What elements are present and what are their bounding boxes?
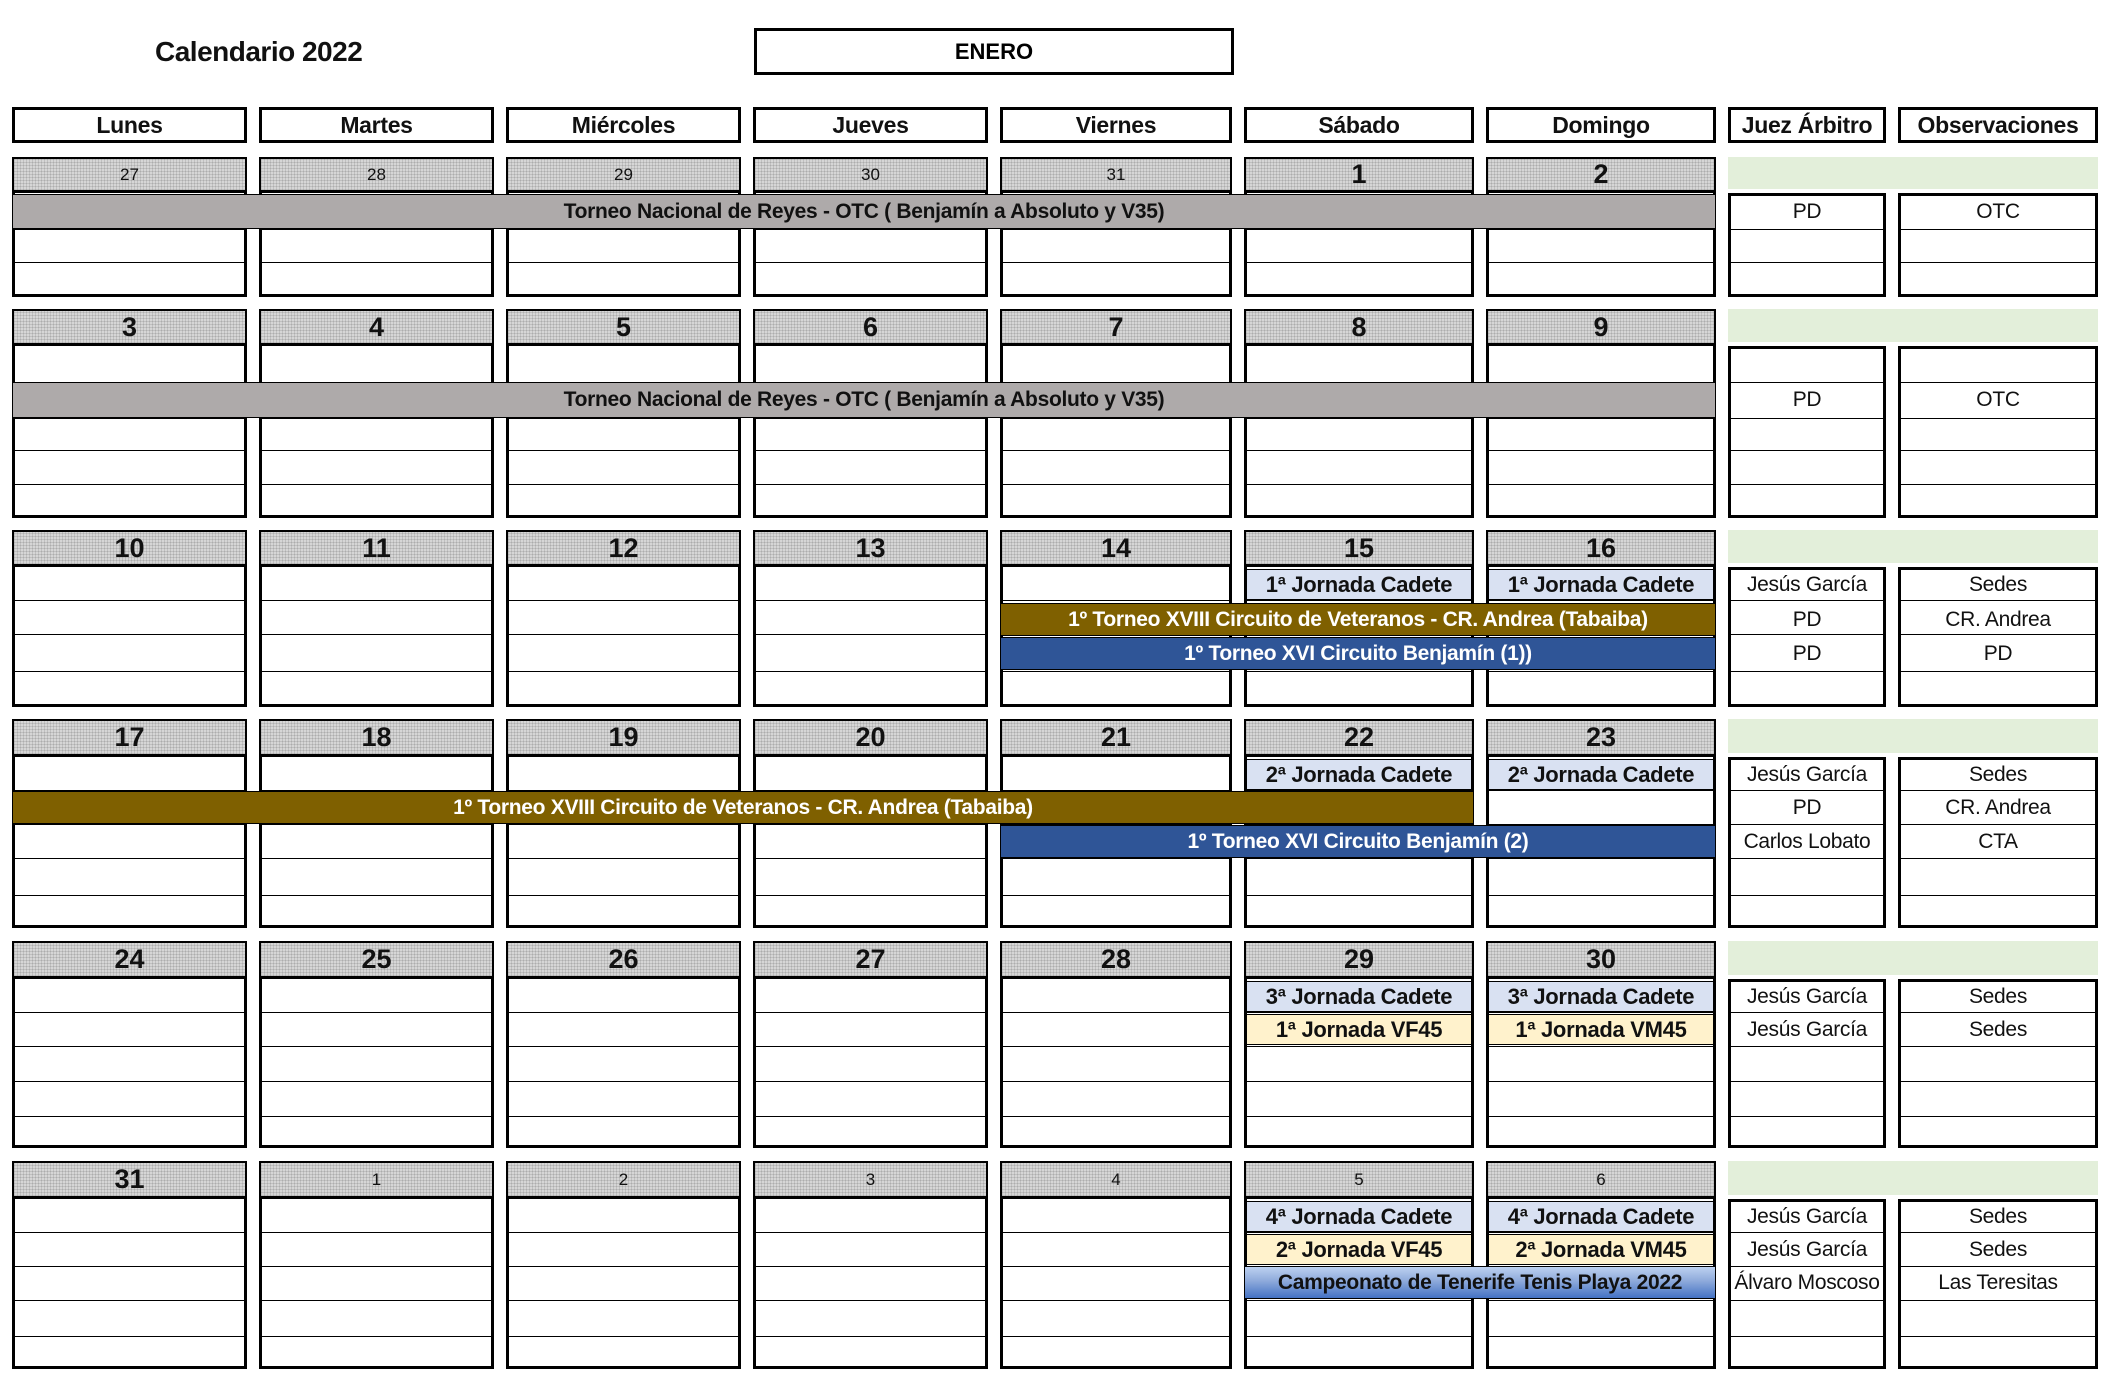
row-divider (1901, 1012, 2095, 1013)
row-divider (262, 450, 491, 451)
row-divider (509, 229, 738, 230)
row-divider (1731, 1046, 1883, 1047)
row-divider (756, 1232, 985, 1233)
row-divider (1247, 671, 1471, 672)
observation-text: Sedes (1968, 762, 2028, 786)
side-header-strip (1728, 719, 2098, 753)
row-divider (756, 418, 985, 419)
row-divider (1247, 418, 1471, 419)
row-divider (1731, 895, 1883, 896)
row-divider (1489, 671, 1713, 672)
day-number: 29 (1244, 941, 1474, 979)
row-divider (1489, 229, 1713, 230)
row-divider (1489, 1336, 1713, 1337)
side-header-strip (1728, 309, 2098, 342)
row-divider (15, 229, 244, 230)
row-divider (15, 1046, 244, 1047)
event-chip[interactable]: 2ª Jornada Cadete (1246, 759, 1472, 790)
column-header-7: Juez Árbitro (1728, 107, 1886, 143)
row-divider (1247, 484, 1471, 485)
observation-text: CR. Andrea (1945, 795, 2051, 819)
day-number: 13 (753, 530, 988, 567)
day-number: 30 (1486, 941, 1716, 979)
row-divider (1003, 1081, 1229, 1082)
row-divider (1489, 600, 1713, 601)
row-divider (1731, 1012, 1883, 1013)
row-divider (756, 824, 985, 825)
row-divider (1247, 1081, 1471, 1082)
row-divider (1247, 1232, 1471, 1233)
event-bar[interactable]: 1º Torneo XVI Circuito Benjamín (2) (1000, 825, 1716, 858)
event-chip[interactable]: 1ª Jornada Cadete (1246, 569, 1472, 600)
event-chip[interactable]: 3ª Jornada Cadete (1246, 981, 1472, 1012)
row-divider (756, 1300, 985, 1301)
day-number: 3 (753, 1161, 988, 1199)
row-divider (509, 824, 738, 825)
day-number: 24 (12, 941, 247, 979)
row-divider (1901, 1232, 2095, 1233)
row-divider (1247, 600, 1471, 601)
row-divider (1731, 1336, 1883, 1337)
row-divider (1003, 1266, 1229, 1267)
row-divider (1901, 858, 2095, 859)
row-divider (1489, 418, 1713, 419)
row-divider (1901, 1046, 2095, 1047)
referee-name: Jesús García (1746, 573, 1868, 596)
row-divider (1247, 1300, 1471, 1301)
referee-name: Álvaro Moscoso (1734, 1270, 1880, 1294)
row-divider (756, 634, 985, 635)
row-divider (756, 1081, 985, 1082)
row-divider (1003, 484, 1229, 485)
day-number: 2 (506, 1161, 741, 1199)
day-number: 27 (12, 157, 247, 193)
row-divider (15, 671, 244, 672)
event-chip[interactable]: 4ª Jornada Cadete (1246, 1201, 1472, 1232)
row-divider (262, 1012, 491, 1013)
row-divider (509, 262, 738, 263)
row-divider (1901, 229, 2095, 230)
observation-text: Sedes (1968, 1204, 2028, 1228)
column-header-5: Sábado (1244, 107, 1474, 143)
row-divider (1489, 262, 1713, 263)
column-header-6: Domingo (1486, 107, 1716, 143)
day-number: 5 (1244, 1161, 1474, 1199)
observation-text: Sedes (1968, 984, 2028, 1008)
row-divider (262, 671, 491, 672)
row-divider (756, 600, 985, 601)
row-divider (1247, 1046, 1471, 1047)
side-header-strip (1728, 941, 2098, 975)
event-bar[interactable]: Torneo Nacional de Reyes - OTC ( Benjamín a Absoluto y V35) (12, 382, 1716, 418)
day-number: 6 (1486, 1161, 1716, 1199)
day-number: 14 (1000, 530, 1232, 567)
column-header-0: Lunes (12, 107, 247, 143)
side-cell (1728, 346, 1886, 518)
row-divider (756, 1116, 985, 1117)
row-divider (756, 1012, 985, 1013)
row-divider (1003, 1336, 1229, 1337)
row-divider (509, 1081, 738, 1082)
row-divider (262, 262, 491, 263)
row-divider (1003, 600, 1229, 601)
row-divider (15, 600, 244, 601)
side-header-strip (1728, 530, 2098, 563)
day-number: 31 (1000, 157, 1232, 193)
day-number: 23 (1486, 719, 1716, 757)
event-bar[interactable]: 1º Torneo XVIII Circuito de Veteranos - CR. Andrea (Tabaiba) (12, 791, 1474, 824)
event-chip[interactable]: 3ª Jornada Cadete (1488, 981, 1714, 1012)
row-divider (262, 1336, 491, 1337)
row-divider (1731, 671, 1883, 672)
row-divider (1901, 895, 2095, 896)
referee-name: Carlos Lobato (1743, 829, 1871, 853)
row-divider (15, 1300, 244, 1301)
day-number: 15 (1244, 530, 1474, 567)
day-number: 19 (506, 719, 741, 757)
day-number: 12 (506, 530, 741, 567)
row-divider (1003, 895, 1229, 896)
row-divider (1731, 450, 1883, 451)
row-divider (509, 1232, 738, 1233)
referee-name: PD (1792, 199, 1822, 223)
event-chip[interactable]: 2ª Jornada Cadete (1488, 759, 1714, 790)
row-divider (756, 895, 985, 896)
day-number: 25 (259, 941, 494, 979)
row-divider (262, 824, 491, 825)
observation-text: OTC (1976, 388, 2020, 411)
referee-name: PD (1792, 607, 1822, 631)
row-divider (262, 418, 491, 419)
row-divider (15, 824, 244, 825)
day-number: 18 (259, 719, 494, 757)
month-label: ENERO (754, 28, 1234, 75)
column-header-4: Viernes (1000, 107, 1232, 143)
day-number: 9 (1486, 309, 1716, 346)
row-divider (1731, 484, 1883, 485)
row-divider (15, 1232, 244, 1233)
row-divider (509, 1266, 738, 1267)
row-divider (1731, 1116, 1883, 1117)
row-divider (15, 1012, 244, 1013)
column-header-8: Observaciones (1898, 107, 2098, 143)
observation-text: Las Teresitas (1938, 1270, 2058, 1294)
row-divider (15, 1116, 244, 1117)
row-divider (1489, 1116, 1713, 1117)
day-number: 5 (506, 309, 741, 346)
side-cell (1898, 346, 2098, 518)
row-divider (1247, 262, 1471, 263)
referee-name: Jesús García (1746, 1017, 1868, 1041)
row-divider (15, 1266, 244, 1267)
page-title: Calendario 2022 (155, 36, 363, 67)
row-divider (1247, 1116, 1471, 1117)
row-divider (262, 229, 491, 230)
row-divider (509, 450, 738, 451)
side-header-strip (1728, 1161, 2098, 1195)
row-divider (262, 1116, 491, 1117)
event-bar[interactable]: 1º Torneo XVI Circuito Benjamín (1)) (1000, 637, 1716, 670)
day-number: 16 (1486, 530, 1716, 567)
row-divider (1247, 1336, 1471, 1337)
day-number: 8 (1244, 309, 1474, 346)
row-divider (1247, 895, 1471, 896)
row-divider (1731, 1081, 1883, 1082)
row-divider (262, 1081, 491, 1082)
event-chip[interactable]: 4ª Jornada Cadete (1488, 1201, 1714, 1232)
day-number: 27 (753, 941, 988, 979)
referee-name: Jesús García (1746, 1204, 1868, 1228)
row-divider (1003, 229, 1229, 230)
row-divider (1901, 1081, 2095, 1082)
referee-name: PD (1792, 641, 1822, 665)
row-divider (1489, 1081, 1713, 1082)
row-divider (756, 858, 985, 859)
row-divider (509, 418, 738, 419)
row-divider (1489, 1232, 1713, 1233)
event-chip[interactable]: 1ª Jornada Cadete (1488, 569, 1714, 600)
row-divider (1003, 1012, 1229, 1013)
row-divider (1901, 1300, 2095, 1301)
row-divider (756, 484, 985, 485)
row-divider (1003, 262, 1229, 263)
row-divider (509, 858, 738, 859)
row-divider (509, 671, 738, 672)
row-divider (1003, 671, 1229, 672)
row-divider (15, 1081, 244, 1082)
row-divider (262, 1046, 491, 1047)
day-number: 29 (506, 157, 741, 193)
row-divider (1003, 1232, 1229, 1233)
row-divider (1901, 262, 2095, 263)
row-divider (1731, 1300, 1883, 1301)
day-number: 31 (12, 1161, 247, 1199)
event-bar[interactable]: Torneo Nacional de Reyes - OTC ( Benjamín a Absoluto y V35) (12, 194, 1716, 229)
day-number: 21 (1000, 719, 1232, 757)
event-chip[interactable]: 2ª Jornada VF45 (1246, 1234, 1472, 1265)
event-bar[interactable]: 1º Torneo XVIII Circuito de Veteranos - CR. Andrea (Tabaiba) (1000, 603, 1716, 636)
row-divider (756, 1046, 985, 1047)
row-divider (1003, 1116, 1229, 1117)
row-divider (262, 634, 491, 635)
row-divider (1731, 1232, 1883, 1233)
row-divider (756, 1336, 985, 1337)
row-divider (1003, 858, 1229, 859)
day-number: 4 (259, 309, 494, 346)
row-divider (1489, 1300, 1713, 1301)
row-divider (1003, 450, 1229, 451)
row-divider (509, 634, 738, 635)
day-number: 3 (12, 309, 247, 346)
day-number: 11 (259, 530, 494, 567)
day-number: 28 (1000, 941, 1232, 979)
referee-name: PD (1792, 795, 1822, 819)
row-divider (1731, 229, 1883, 230)
row-divider (509, 484, 738, 485)
row-divider (1731, 262, 1883, 263)
row-divider (509, 600, 738, 601)
row-divider (1003, 1300, 1229, 1301)
observation-text: Sedes (1968, 1017, 2028, 1041)
day-number: 7 (1000, 309, 1232, 346)
referee-name: Jesús García (1746, 984, 1868, 1008)
row-divider (1731, 858, 1883, 859)
day-number: 1 (1244, 157, 1474, 193)
day-number: 26 (506, 941, 741, 979)
event-chip[interactable]: 1ª Jornada VM45 (1488, 1014, 1714, 1045)
row-divider (262, 600, 491, 601)
side-header-strip (1728, 157, 2098, 189)
row-divider (262, 895, 491, 896)
event-chip[interactable]: 2ª Jornada VM45 (1488, 1234, 1714, 1265)
day-number: 28 (259, 157, 494, 193)
row-divider (1901, 671, 2095, 672)
row-divider (262, 1300, 491, 1301)
day-number: 10 (12, 530, 247, 567)
row-divider (1247, 229, 1471, 230)
day-number: 1 (259, 1161, 494, 1199)
observation-text: CR. Andrea (1945, 607, 2051, 631)
row-divider (1901, 484, 2095, 485)
row-divider (756, 1266, 985, 1267)
observation-text: Sedes (1968, 573, 2028, 596)
day-number: 2 (1486, 157, 1716, 193)
row-divider (15, 450, 244, 451)
observation-text: PD (1983, 641, 2013, 665)
row-divider (1003, 1046, 1229, 1047)
column-header-2: Miércoles (506, 107, 741, 143)
row-divider (756, 671, 985, 672)
day-number: 20 (753, 719, 988, 757)
row-divider (1901, 1336, 2095, 1337)
row-divider (756, 450, 985, 451)
observation-text: CTA (1978, 829, 2018, 853)
row-divider (1489, 450, 1713, 451)
row-divider (15, 1336, 244, 1337)
row-divider (1489, 1046, 1713, 1047)
row-divider (509, 1046, 738, 1047)
referee-name: PD (1792, 388, 1822, 411)
referee-name: Jesús García (1746, 762, 1868, 786)
row-divider (262, 1232, 491, 1233)
observation-text: OTC (1976, 199, 2020, 223)
row-divider (262, 858, 491, 859)
column-header-3: Jueves (753, 107, 988, 143)
row-divider (509, 1300, 738, 1301)
row-divider (1489, 858, 1713, 859)
row-divider (262, 484, 491, 485)
observation-text: Sedes (1968, 1237, 2028, 1261)
row-divider (509, 895, 738, 896)
row-divider (1247, 858, 1471, 859)
row-divider (1247, 450, 1471, 451)
row-divider (15, 484, 244, 485)
row-divider (756, 262, 985, 263)
day-number: 17 (12, 719, 247, 757)
row-divider (15, 262, 244, 263)
row-divider (1247, 1012, 1471, 1013)
row-divider (509, 1012, 738, 1013)
row-divider (15, 634, 244, 635)
row-divider (1731, 418, 1883, 419)
event-bar[interactable]: Campeonato de Tenerife Tenis Playa 2022 (1244, 1266, 1716, 1299)
event-chip[interactable]: 1ª Jornada VF45 (1246, 1014, 1472, 1045)
row-divider (756, 229, 985, 230)
row-divider (1489, 895, 1713, 896)
row-divider (1003, 418, 1229, 419)
row-divider (509, 1116, 738, 1117)
row-divider (262, 1266, 491, 1267)
row-divider (1489, 484, 1713, 485)
day-number: 22 (1244, 719, 1474, 757)
row-divider (1901, 1116, 2095, 1117)
row-divider (15, 895, 244, 896)
row-divider (1901, 418, 2095, 419)
day-number: 4 (1000, 1161, 1232, 1199)
row-divider (1901, 450, 2095, 451)
row-divider (1489, 1012, 1713, 1013)
column-header-1: Martes (259, 107, 494, 143)
referee-name: Jesús García (1746, 1237, 1868, 1261)
day-number: 6 (753, 309, 988, 346)
row-divider (509, 1336, 738, 1337)
row-divider (1489, 790, 1713, 791)
row-divider (15, 858, 244, 859)
day-number: 30 (753, 157, 988, 193)
row-divider (15, 418, 244, 419)
